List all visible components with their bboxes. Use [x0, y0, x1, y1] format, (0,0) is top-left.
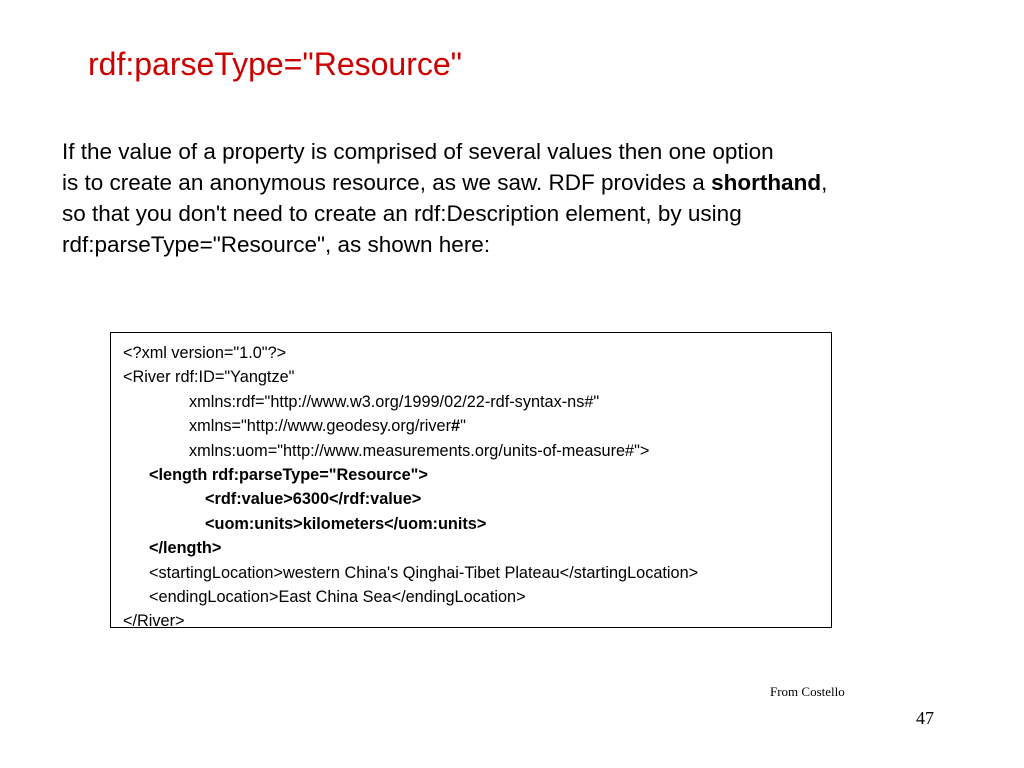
code-line-xmlns-uom: xmlns:uom="http://www.measurements.org/units-of-measure#"> [189, 441, 650, 460]
code-line-length-open: <length rdf:parseType="Resource"> [149, 465, 428, 484]
source-credit: From Costello [770, 684, 845, 699]
intro-line-4: rdf:parseType="Resource", as shown here: [62, 232, 491, 257]
xml-code-box [110, 332, 832, 631]
code-line-river-open: <River rdf:ID="Yangtze" [123, 368, 295, 387]
code-line-river-close: </River> [123, 612, 185, 631]
slide-title: rdf:parseType="Resource" [88, 46, 463, 82]
code-line-ending-location: <endingLocation>East China Sea</endingLocation> [149, 587, 526, 606]
intro-line-3: so that you don't need to create an rdf:Description element, by using [62, 201, 742, 226]
intro-line-1: If the value of a property is comprised of several values then one option [62, 139, 774, 164]
intro-line-2-comma: , [821, 170, 828, 195]
intro-line-2-text: is to create an anonymous resource, as we saw. RDF provides a [62, 170, 712, 195]
code-line-xmlns-river [123, 414, 831, 438]
code-line-rdf-value: <rdf:value>6300</rdf:value> [205, 490, 422, 509]
page-number: 47 [916, 708, 934, 728]
shorthand-emphasis: shorthand [711, 170, 822, 195]
code-xmlns-river-text: xmlns="http://www.geodesy.org/river [189, 417, 452, 436]
code-line-xmlns-rdf: xmlns:rdf="http://www.w3.org/1999/02/22-rdf-syntax-ns#" [189, 392, 600, 411]
intro-paragraph [62, 136, 962, 260]
code-line-length-close: </length> [149, 539, 222, 558]
code-hash-emphasis: # [451, 417, 461, 436]
code-line-xml-declaration: <?xml version="1.0"?> [123, 344, 287, 362]
code-line-starting-location: <startingLocation>western China's Qinghai-Tibet Plateau</startingLocation> [149, 563, 699, 582]
intro-line-2 [62, 167, 962, 198]
code-xmlns-river-quote: " [460, 417, 466, 436]
code-line-uom-units: <uom:units>kilometers</uom:units> [205, 514, 487, 533]
